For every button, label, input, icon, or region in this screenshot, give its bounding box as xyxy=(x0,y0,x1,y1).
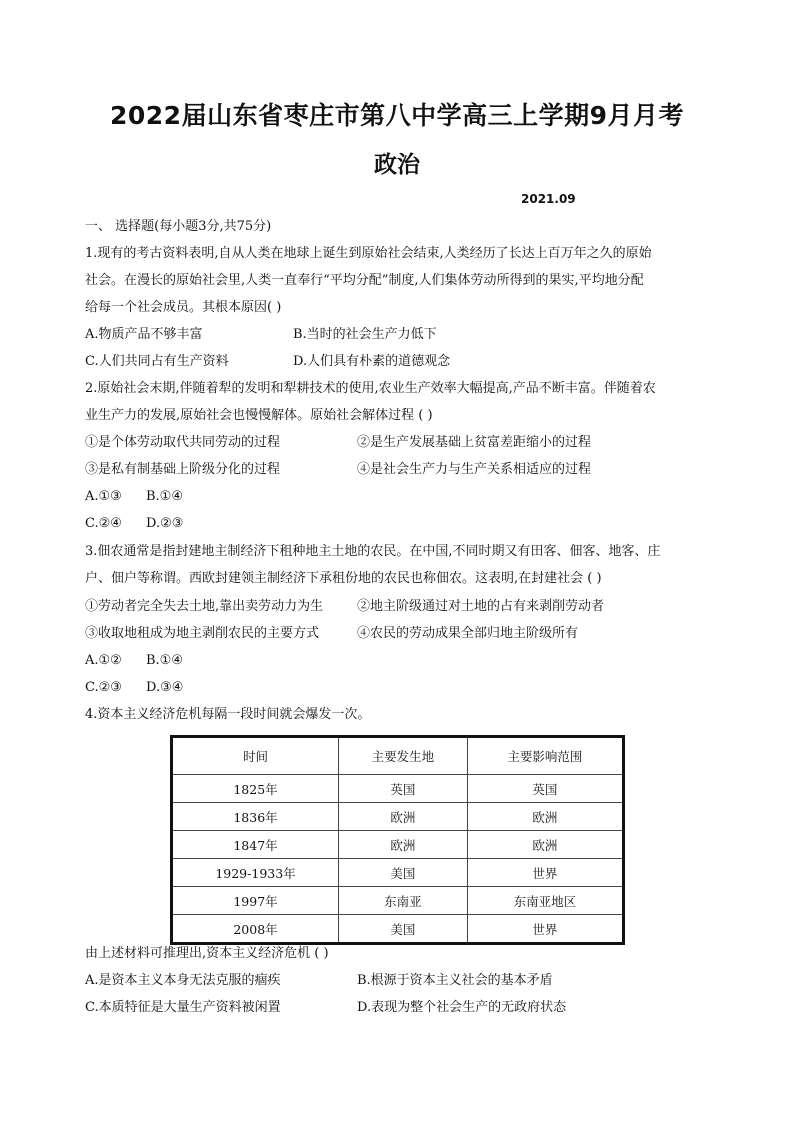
table-row xyxy=(172,775,624,803)
q4-option-a: A.是资本主义本身无法克服的痼疾 xyxy=(85,973,281,988)
table-cell: 2008年 xyxy=(172,915,339,944)
table-header-row xyxy=(172,737,624,775)
q2-statement-4: ④是社会生产力与生产关系相适应的过程 xyxy=(357,462,592,477)
exam-title: 2022届山东省枣庄市第八中学高三上学期9月月考 xyxy=(110,101,684,130)
q2-option-b: B.①④ xyxy=(146,489,183,504)
table-row xyxy=(172,831,624,859)
exam-subject: 政治 xyxy=(374,152,420,178)
q3-statement-2: ②地主阶级通过对土地的占有来剥削劳动者 xyxy=(357,599,605,614)
table-cell: 英国 xyxy=(339,775,468,803)
q3-statement-1: ①劳动者完全失去土地,靠出卖劳动力为生 xyxy=(85,599,324,614)
table-cell: 世界 xyxy=(467,915,623,944)
q3-line: 3.佃农通常是指封建地主制经济下租种地主土地的农民。在中国,不同时期又有田客、佃客、地客、庄 xyxy=(85,544,661,559)
table-cell: 欧洲 xyxy=(339,831,468,859)
q2-statement-3: ③是私有制基础上阶级分化的过程 xyxy=(85,462,281,477)
q1-line: 1.现有的考古资料表明,自从人类在地球上诞生到原始社会结束,人类经历了长达上百万年之久的原始 xyxy=(85,246,652,261)
q1-option-a: A.物质产品不够丰富 xyxy=(85,327,203,342)
table-cell: 世界 xyxy=(467,859,623,887)
q2-option-a: A.①③ xyxy=(85,489,122,504)
table-cell: 英国 xyxy=(467,775,623,803)
q3-option-c: C.②③ xyxy=(85,680,122,695)
table-header-cell: 时间 xyxy=(172,737,339,775)
table-row xyxy=(172,803,624,831)
section-heading: 一、 选择题(每小题3分,共75分) xyxy=(85,219,272,234)
table-cell: 东南亚地区 xyxy=(467,887,623,915)
q2-line: 业生产力的发展,原始社会也慢慢解体。原始社会解体过程 ( ) xyxy=(85,408,433,423)
table-header-cell: 主要发生地 xyxy=(339,737,468,775)
q3-option-a: A.①② xyxy=(85,653,122,668)
table-row xyxy=(172,859,624,887)
table-cell: 1997年 xyxy=(172,887,339,915)
q2-option-d: D.②③ xyxy=(146,516,184,531)
q1-line: 社会。在漫长的原始社会里,人类一直奉行“平均分配”制度,人们集体劳动所得到的果实,平均地分配 xyxy=(85,273,644,288)
q3-option-b: B.①④ xyxy=(146,653,183,668)
q2-statement-2: ②是生产发展基础上贫富差距缩小的过程 xyxy=(357,435,592,450)
q3-option-d: D.③④ xyxy=(146,680,184,695)
q2-option-c: C.②④ xyxy=(85,516,122,531)
table-cell: 美国 xyxy=(339,915,468,944)
table-cell: 美国 xyxy=(339,859,468,887)
exam-date: 2021.09 xyxy=(521,192,576,206)
table-row xyxy=(172,887,624,915)
q1-option-c: C.人们共同占有生产资料 xyxy=(85,354,229,369)
table-cell: 1836年 xyxy=(172,803,339,831)
q4-question: 由上述材料可推理出,资本主义经济危机 ( ) xyxy=(85,946,329,961)
table-cell: 欧洲 xyxy=(339,803,468,831)
q4-option-c: C.本质特征是大量生产资料被闲置 xyxy=(85,1000,281,1015)
table-cell: 欧洲 xyxy=(467,831,623,859)
table-cell: 1929-1933年 xyxy=(172,859,339,887)
table-cell: 1847年 xyxy=(172,831,339,859)
q1-option-d: D.人们具有朴素的道德观念 xyxy=(293,354,451,369)
q2-statement-1: ①是个体劳动取代共同劳动的过程 xyxy=(85,435,281,450)
table-row xyxy=(172,915,624,944)
q1-line: 给每一个社会成员。其根本原因( ) xyxy=(85,300,282,315)
table-cell: 东南亚 xyxy=(339,887,468,915)
table-cell: 欧洲 xyxy=(467,803,623,831)
q4-option-d: D.表现为整个社会生产的无政府状态 xyxy=(357,1000,567,1015)
q4-option-b: B.根源于资本主义社会的基本矛盾 xyxy=(357,973,553,988)
crisis-table xyxy=(170,735,625,945)
table-cell: 1825年 xyxy=(172,775,339,803)
q2-line: 2.原始社会末期,伴随着犁的发明和犁耕技术的使用,农业生产效率大幅提高,产品不断丰富。伴随着农 xyxy=(85,381,656,396)
q4-stem: 4.资本主义经济危机每隔一段时间就会爆发一次。 xyxy=(85,707,371,722)
q1-option-b: B.当时的社会生产力低下 xyxy=(293,327,437,342)
q3-statement-4: ④农民的劳动成果全部归地主阶级所有 xyxy=(357,626,579,641)
q3-statement-3: ③收取地租成为地主剥削农民的主要方式 xyxy=(85,626,320,641)
table-header-cell: 主要影响范围 xyxy=(467,737,623,775)
q3-line: 户、佃户等称谓。西欧封建领主制经济下承租份地的农民也称佃农。这表明,在封建社会 ( ) xyxy=(85,571,602,586)
